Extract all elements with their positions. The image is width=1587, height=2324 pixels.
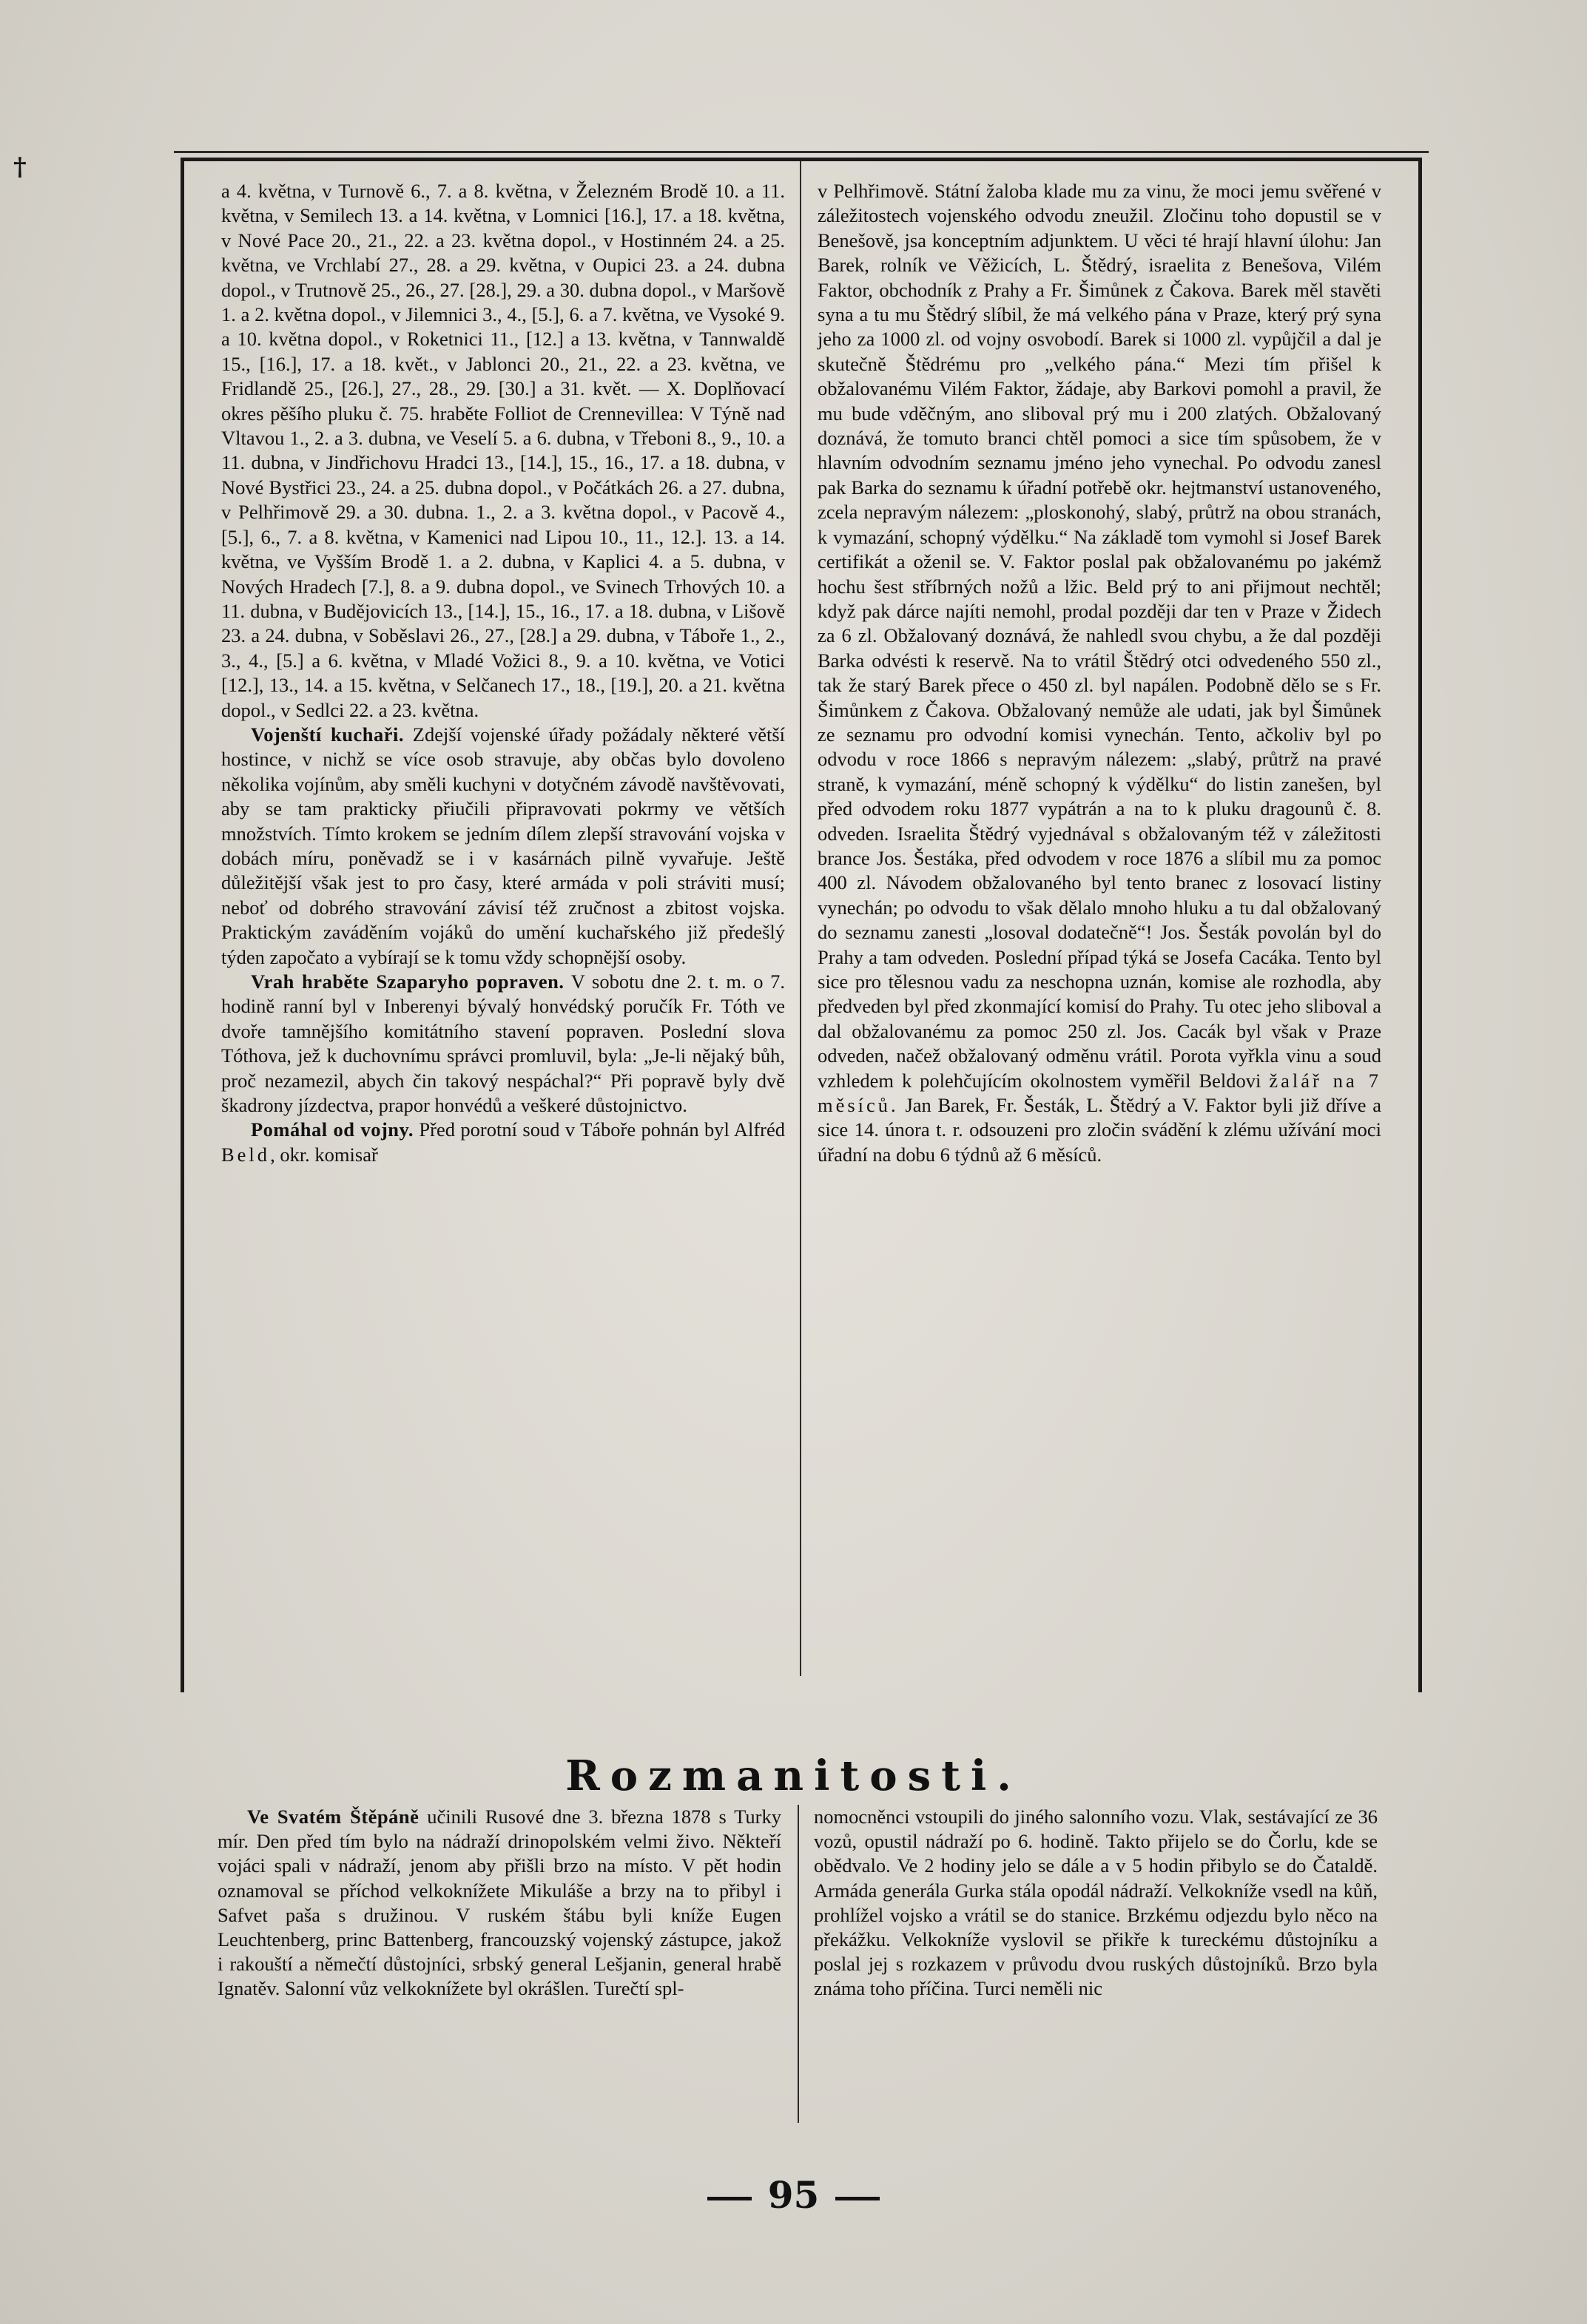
peace-heading: Ve Svatém Štěpáně [247,1806,420,1828]
bottom-right-column [814,1805,1378,2002]
trial-paragraph [818,179,1381,1167]
trial-text-end: Jan Barek, Fr. Šesták, L. Štědrý a V. Faktor byli již dříve a sice 14. února t. r. odsouzeni pro zločin svádění k zlému užívání moci úřadní na dobu 6 týdnů až 6 měsíců. [818,1094,1381,1166]
margin-mark: † [13,152,27,182]
train-paragraph: nomocněnci vstoupili do jiného salonního vozu. Vlak, sestávající ze 36 vozů, opustil nádraží po 6. hodině. Takto přijelo se do Čorlu, kde se obědvalo. Ve 2 hodiny jelo se dále a v 5 hodin přibylo se do Čataldě. Armáda generála Gurka stála opodál nádraží. Velkokníže vsedl na kůň, prohlížel vojsko a vrátil se do stanice. Brzkému odjezdu bylo něco na překážku. Velkokníže vyslovil se přikře k tureckému důstojníku a poslal jej s rozkazem v průvodu dvou ruských důstojníků. Brzo byla známa toho příčina. Turci neměli nic [814,1806,1378,2000]
draft-help-heading: Pomáhal od vojny. [251,1118,414,1141]
column-divider [800,161,801,1676]
article-frame [181,158,1422,1692]
bottom-column-divider [798,1805,799,2123]
military-cooks-paragraph [221,723,785,970]
draft-help-name: Beld [221,1143,271,1166]
dash-right [835,2197,880,2200]
bottom-left-column [218,1805,781,2002]
right-column [818,179,1381,1167]
dash-left [707,2197,752,2200]
execution-text: V sobotu dne 2. t. m. o 7. hodině ranní byl v Inberenyi bývalý honvédský poručík Fr. Tóth ve dvoře tamnějšího komitátního stavení popraven. Poslední slova Tóthova, jež k duchovnímu správci promluvil, byla: „Je-li nějaký bůh, proč nezamezil, abych čin takový nespáchal?“ Při popravě byly dvě škadrony jízdectva, prapor honvédů a veškeré důstojnictvo. [221,970,785,1117]
page-number [0,2173,1587,2217]
peace-text: učinili Rusové dne 3. března 1878 s Turky mír. Den před tím bylo na nádraží drinopolském velmi živo. Někteří vojáci spali v nádraží, jenom aby přišli brzo na místo. V pět hodin oznamoval se příchod velkoknížete Mikuláše a brzy na to přibyl i Safvet paša s družinou. V ruském štábu byli kníže Eugen Leuchtenberg, princ Battenberg, francouzský vojenský zástupce, jakož i rakouští a němečtí důstojníci, srbský general Lešjanin, general hrabě Ignatěv. Salonní vůz velkoknížete byl okrášlen. Turečtí spl- [218,1806,781,2000]
peace-paragraph [218,1805,781,2002]
left-column [221,179,785,1167]
draft-help-text-c: , okr. komisař [270,1143,378,1166]
draft-help-text-a: Před porotní soud v Táboře pohnán byl Alfréd [419,1118,785,1141]
execution-paragraph [221,970,785,1118]
military-cooks-heading: Vojenští kuchaři. [251,723,405,746]
military-cooks-text: Zdejší vojenské úřady požádaly některé větší hostince, v nichž se více osob stravuje, aby občas bylo dovoleno několika vojínům, aby směli kuchyni v dotyčném závodě navštěvovati, aby se tam prakticky přiučili připravovati pokrmy ve větších množstvích. Tímto krokem se jedním dílem zlepší stravování vojska v dobách míru, poněvadž se i v kasárnách pilně vyvařuje. Ještě důležitější však jest to pro časy, které armáda v poli stráviti musí; neboť od dobrého stravování závisí též zručnost a zbitost vojska. Praktickým zaváděním vojáků do umění kuchařského již předešlý týden započato a vybírají se k tomu vždy schopnější osoby. [221,723,785,968]
draft-help-paragraph [221,1118,785,1167]
trial-text: v Pelhřimově. Státní žaloba klade mu za vinu, že moci jemu svěřené v záležitostech vojenského odvodu zneužil. Zločinu toho dopustil se v Benešově, jsa konceptním adjunktem. U věci té hrají hlavní úlohu: Jan Barek, rolník ve Věžicích, L. Štědrý, israelita z Benešova, Vilém Faktor, obchodník z Prahy a Fr. Šimůnek z Čakova. Barek měl stavěti syna a tu mu Štědrý slíbil, že má velkého pána v Praze, který prý syna jeho za 1000 zl. od vojny osvobodí. Barek si 1000 zl. vypůjčil a dal je skutečně Štědrému pro „velkého pána.“ Mezi tím přišel k obžalovanému Vilém Faktor, žádaje, aby Barkovi pomohl a pravil, že mu bude vděčným, ano sliboval prý mu i 200 zlatých. Obžalovaný doznává, že tomuto branci chtěl pomoci a sice tím spůsobem, že v hlavním odvodním seznamu jméno jeho vynechal. Po odvodu zanesl pak Barka do seznamu k úřadní potřebě okr. hejtmanství ustanoveného, zcela nepravým nálezem: „ploskonohý, slabý, průtrž na obou stranách, k vymazání, schopný výdělku.“ Na základě tom vymohl si Josef Barek certifikát a oženil se. V. Faktor poslal pak obžalovanému po jakémž hochu šest stříbrných nožů a lžic. Beld prý to ani přijmout nechtěl; když pak dárce najíti nemohl, prodal později dar ten v Praze v Židech za 6 zl. Obžalovaný doznává, že nahledl svou chybu, a že dal později Barka odvésti k reservě. Na to vrátil Štědrý otci odvedeného 550 zl., tak že starý Barek přece o 450 zl. byl napálen. Podobně dělo se s Fr. Šimůnkem z Čakova. Obžalovaný nemůže ale udati, jak byl Šimůnek ze seznamu pro odvodní komisi vynechán. Tento, ačkoliv byl po odvodu v roce 1866 s nepravým nálezem: „slabý, průtrž na pravé straně, k vymazání, méně schopný k výdělku“ do listin zanešen, byl před odvodem roku 1877 vypátrán a na to k pluku dragounů č. 8. odveden. Israelita Štědrý vyjednával s obžalovaným též v záležitosti brance Jos. Šestáka, před odvodem v roce 1876 a slíbil mu za pomoc 400 zl. Návodem obžalovaného byl tento branec z losovací listiny vynechán; po odvodu to však dělalo mnoho hluku a tu dal obžalovaný do seznamu zanesti „losoval dodatečně“! Jos. Šesták povolán byl do Prahy a tam odveden. Poslední případ týká se Josefa Cacáka. Tento byl sice pro tělesnou vadu za neschopna uznán, komise ale rozhodla, aby předveden byl před zkonmající komisí do Prahy. Tu otec jeho sliboval a dal obžalovanému za pomoc 250 zl. Jos. Cacák byl však v Praze odveden, načež obžalovaný odměnu vrátil. Porota vyřkla vinu a soud vzhledem k polehčujícím okolnostem vyměřil Beldovi [818,180,1381,1092]
execution-heading: Vrah hraběte Szaparyho popraven. [251,970,565,993]
recruitment-schedule-paragraph: a 4. května, v Turnově 6., 7. a 8. května, v Železném Brodě 10. a 11. května, v Semilech 13. a 14. května, v Lomnici [16.], 17. a 18. května, v Nové Pace 20., 21., 22. a 23. května dopol., v Hostinném 24. a 25. května, ve Vrchlabí 27., 28. a 29. května, v Oupici 23. a 24. dubna dopol., v Trutnově 25., 26., 27. [28.], 29. a 30. dubna dopol., v Maršově 1. a 2. května dopol., v Jilemnici 3., 4., [5.], 6. a 7. května, ve Vysoké 9. a 10. května dopol., v Roketnici 11., [12.] a 13. května, v Tannwaldě 15., [16.], 17. a 18. květ., v Jablonci 20., 21., 22. a 23. května, ve Fridlandě 25., [26.], 27., 28., 29. [30.] a 31. květ. — X. Doplňovací okres pěšího pluku č. 75. hraběte Folliot de Crennevillea: V Týně nad Vltavou 1., 2. a 3. dubna, ve Veselí 5. a 6. dubna, v Třeboni 8., 9., 10. a 11. dubna, v Jindřichovu Hradci 13., [14.], 15., 16., 17. a 18. dubna, v Nové Bystřici 23., 24. a 25. dubna dopol., v Počátkách 26. a 27. dubna, v Pelhřimově 29. a 30. dubna. 1., 2. a 3. května dopol., v Pacově 4., [5.], 6., 7. a 8. května, v Kamenici nad Lipou 10., 11., 12.]. 13. a 14. května, ve Vyšším Brodě 1. a 2. dubna, v Kaplici 4. a 5. dubna, v Nových Hradech [7.], 8. a 9. dubna dopol., ve Svinech Trhových 10. a 11. dubna, v Budějovicích 13., [14.], 15., 16., 17. a 18. dubna, v Lišově 23. a 24. dubna, v Soběslavi 26., 27., [28.] a 29. dubna, v Táboře 1., 2., 3., 4., [5.] a 6. května, v Mladé Vožici 8., 9. a 10. května, ve Votici [12.], 13., 14. a 15. května, v Selčanech 17., 18., [19.], 20. a 21. května dopol., v Sedlci 22. a 23. května. [221,180,785,721]
page-number-text: 95 [767,2173,820,2217]
section-title: Rozmanitosti. [565,1752,1022,1800]
trial-sentence: žalář na 7 měsíců. [818,1069,1381,1117]
